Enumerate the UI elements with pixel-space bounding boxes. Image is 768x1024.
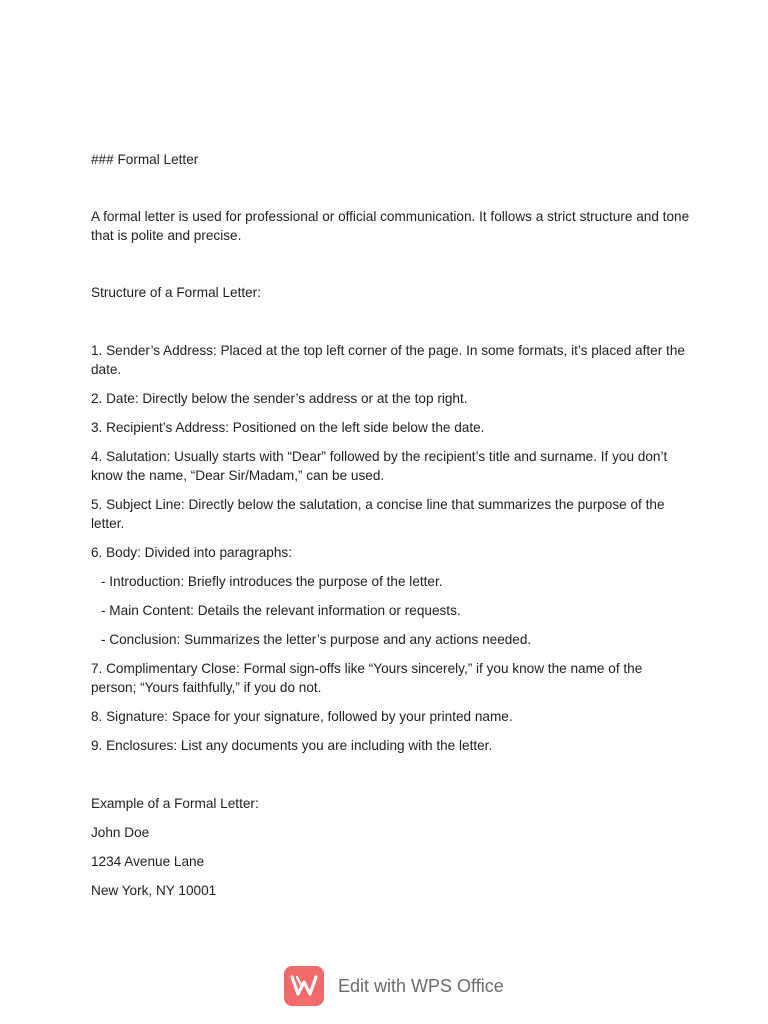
list-item: 3. Recipient’s Address: Positioned on the left side below the date. bbox=[91, 420, 485, 435]
edit-with-wps-label: Edit with WPS Office bbox=[338, 975, 504, 996]
list-item: 1. Sender’s Address: Placed at the top left corner of the page. In some formats, it’s placed after the date. bbox=[91, 343, 685, 377]
list-item: 4. Salutation: Usually starts with “Dear” followed by the recipient’s title and surname. If you don’t know the name, “Dear Sir/Madam,” can be used. bbox=[91, 449, 668, 483]
example-title: Example of a Formal Letter: bbox=[91, 796, 259, 811]
list-item: 7. Complimentary Close: Formal sign-offs like “Yours sincerely,” if you know the name of the person; “Yours faithfully,” if you do not. bbox=[91, 661, 643, 695]
list-subitem: - Conclusion: Summarizes the letter’s purpose and any actions needed. bbox=[101, 632, 532, 647]
address-line: 1234 Avenue Lane bbox=[91, 854, 205, 869]
list-subitem: - Introduction: Briefly introduces the purpose of the letter. bbox=[101, 574, 443, 589]
list-item: 5. Subject Line: Directly below the salutation, a concise line that summarizes the purpose of the letter. bbox=[91, 497, 665, 531]
structure-title: Structure of a Formal Letter: bbox=[91, 285, 261, 300]
list-item: 6. Body: Divided into paragraphs: bbox=[91, 545, 293, 560]
document-content bbox=[91, 150, 691, 910]
list-item: 2. Date: Directly below the sender’s address or at the top right. bbox=[91, 391, 468, 406]
list-item: 8. Signature: Space for your signature, followed by your printed name. bbox=[91, 709, 513, 724]
address-line: John Doe bbox=[91, 825, 150, 840]
edit-with-wps-button[interactable] bbox=[284, 965, 504, 1007]
wps-logo-icon bbox=[284, 966, 324, 1006]
address-line: New York, NY 10001 bbox=[91, 883, 217, 898]
intro-paragraph: A formal letter is used for professional or official communication. It follows a strict structure and tone that is polite and precise. bbox=[91, 209, 690, 243]
document-heading: ### Formal Letter bbox=[91, 152, 199, 167]
list-item: 9. Enclosures: List any documents you are including with the letter. bbox=[91, 738, 493, 753]
list-subitem: - Main Content: Details the relevant information or requests. bbox=[101, 603, 461, 618]
